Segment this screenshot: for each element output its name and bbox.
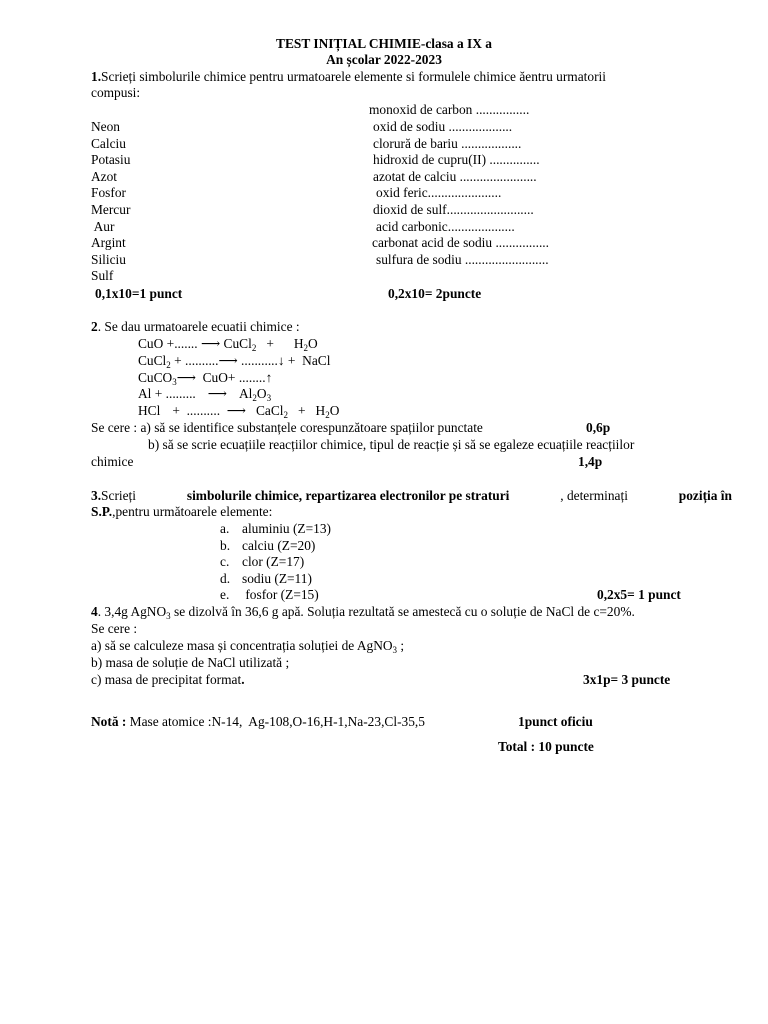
q4-score: 3x1p= 3 puncte [583, 672, 671, 687]
element-item: Fosfor [91, 185, 126, 200]
list-item-text: calciu (Z=20) [242, 538, 316, 553]
element-item: Neon [91, 119, 121, 134]
q2-requirement-a: Se cere : a) să se identifice substanțele corespunzătoare spațiilor punctate [91, 420, 483, 435]
eq-subscript: 3 [172, 377, 177, 387]
q2-intro [91, 319, 300, 336]
q4-se-cere: Se cere : [91, 621, 138, 636]
compound-item: acid carbonic.................... [376, 219, 515, 234]
eq-part: CaCl [255, 403, 284, 418]
q1-text-line2: compusi: [91, 85, 141, 100]
q1-score-right: 0,2x10= 2puncte [388, 286, 482, 301]
list-item-text: sodiu (Z=11) [242, 571, 312, 586]
eq-part: + .......... ⟶ [172, 403, 246, 418]
list-item-text: fosfor (Z=15) [242, 587, 319, 602]
list-item-text: clor (Z=17) [242, 554, 305, 569]
q4-text-part: c) masa de precipitat format [91, 672, 242, 687]
list-item [220, 587, 319, 604]
eq-part: O [308, 336, 318, 351]
list-item-letter: d. [220, 571, 231, 586]
list-item [220, 538, 316, 555]
element-item: Argint [91, 235, 126, 250]
q3-text-line2 [91, 504, 272, 521]
q3-text: ,pentru următoarele elemente: [112, 504, 273, 519]
q3-number: 3. [91, 488, 102, 503]
compound-item: clorură de bariu .................. [373, 136, 522, 151]
q1-number: 1. [91, 69, 102, 84]
q4-item-c [91, 672, 245, 689]
list-item-letter: b. [220, 538, 231, 553]
element-item: Aur [91, 219, 115, 234]
eq-subscript: 2 [166, 360, 171, 370]
eq-part: H [293, 336, 304, 351]
q4-text [91, 604, 635, 621]
q3-text: Scrieți [101, 488, 137, 503]
q3-text-bold: S.P. [91, 504, 113, 519]
eq-subscript: 2 [251, 343, 257, 353]
compound-item: azotat de calciu ....................... [373, 169, 537, 184]
total-points: Total : 10 puncte [498, 739, 594, 754]
q1-score-left: 0,1x10=1 punct [95, 286, 183, 301]
element-item: Mercur [91, 202, 131, 217]
q3-text-bold: poziția în [678, 488, 732, 503]
q4-text-part: ; [397, 638, 405, 653]
list-item [220, 521, 331, 538]
q4-text-part: se dizolvă în 36,6 g apă. Soluția rezultată se amestecă cu o soluție de NaCl de c=20%. [170, 604, 635, 619]
oficiu-points: 1punct oficiu [518, 714, 593, 729]
q4-text-part: . 3,4g AgNO [97, 604, 167, 619]
eq-part: H [315, 403, 326, 418]
eq-part: + ..........⟶ ...........↓ + NaCl [170, 353, 331, 368]
equation-2 [138, 353, 330, 370]
element-item: Potasiu [91, 152, 131, 167]
q1-instruction: Scrieți simbolurile chimice pentru urmatoarele elemente si formulele chimice ăentru urmatorii [101, 69, 606, 84]
eq-part: Al + ......... [138, 386, 196, 401]
q3-text-bold: simbolurile chimice, repartizarea electronilor pe straturi [186, 488, 510, 503]
q3-text: , determinați [560, 488, 628, 503]
eq-part: CuCO [138, 370, 173, 385]
eq-subscript: 2 [252, 393, 257, 403]
eq-subscript: 2 [303, 343, 309, 353]
page-title: TEST INIȚIAL CHIMIE-clasa a IX a [276, 36, 492, 51]
element-item: Siliciu [91, 252, 126, 267]
compound-item: hidroxid de cupru(II) ............... [373, 152, 540, 167]
q3-text-line1 [91, 488, 732, 505]
q2-requirement-b: b) să se scrie ecuațiile reacțiilor chimice, tipul de reacție și să se egaleze ecuațiile reacțiilor [148, 437, 635, 452]
element-item: Sulf [91, 268, 114, 283]
q3-score: 0,2x5= 1 punct [597, 587, 681, 602]
q4-number: 4 [91, 604, 98, 619]
element-item: Calciu [91, 136, 126, 151]
eq-part: O [256, 386, 267, 401]
q2-requirement-b-cont: chimice [91, 454, 134, 469]
compound-item: sulfura de sodiu ......................... [376, 252, 549, 267]
equation-1 [138, 336, 318, 353]
equation-3 [138, 370, 272, 387]
compound-item: oxid de sodiu ................... [373, 119, 513, 134]
eq-part: ⟶ [207, 386, 227, 401]
note-text: Mase atomice :N-14, Ag-108,O-16,H-1,Na-23,Cl-35,5 [126, 714, 425, 729]
compound-item: monoxid de carbon ................ [369, 102, 530, 117]
element-item: Azot [91, 169, 118, 184]
footer-note [91, 714, 425, 731]
eq-part: O [329, 403, 340, 418]
q2-score-a: 0,6p [586, 420, 611, 435]
list-item [220, 571, 312, 588]
q1-text-line1 [91, 69, 606, 86]
eq-subscript: 3 [266, 393, 272, 403]
compound-item: carbonat acid de sodiu ................ [372, 235, 550, 250]
q4-item-b: b) masa de soluție de NaCl utilizată ; [91, 655, 290, 670]
compound-item: oxid feric...................... [376, 185, 502, 200]
eq-part: Al [238, 386, 253, 401]
q4-text-part: a) să se calculeze masa și concentrația soluției de AgNO [91, 638, 393, 653]
q4-item-a [91, 638, 404, 655]
q2-score-b: 1,4p [578, 454, 603, 469]
eq-part: CuCl [138, 353, 167, 368]
list-item-letter: e. [220, 587, 230, 602]
list-item-text: aluminiu (Z=13) [242, 521, 331, 536]
q4-text-part: . [241, 672, 245, 687]
eq-part: HCl [138, 403, 161, 418]
list-item-letter: c. [220, 554, 230, 569]
equation-5 [138, 403, 339, 420]
list-item [220, 554, 305, 571]
note-label: Notă : [91, 714, 127, 729]
q2-intro-text: . Se dau urmatoarele ecuatii chimice : [97, 319, 300, 334]
q2-number: 2 [91, 319, 98, 334]
eq-part: + [266, 336, 274, 351]
q4-subscript: 3 [166, 611, 171, 621]
eq-part: ⟶ CuO+ ........↑ [176, 370, 273, 385]
equation-4 [138, 386, 271, 403]
list-item-letter: a. [220, 521, 230, 536]
eq-subscript: 2 [325, 410, 330, 420]
eq-part: CuO +....... ⟶ CuCl [138, 336, 252, 351]
eq-part: + [297, 403, 306, 418]
school-year: An școlar 2022-2023 [326, 52, 442, 67]
compound-item: dioxid de sulf.......................... [373, 202, 534, 217]
q4-subscript: 3 [392, 645, 398, 655]
eq-subscript: 2 [283, 410, 288, 420]
